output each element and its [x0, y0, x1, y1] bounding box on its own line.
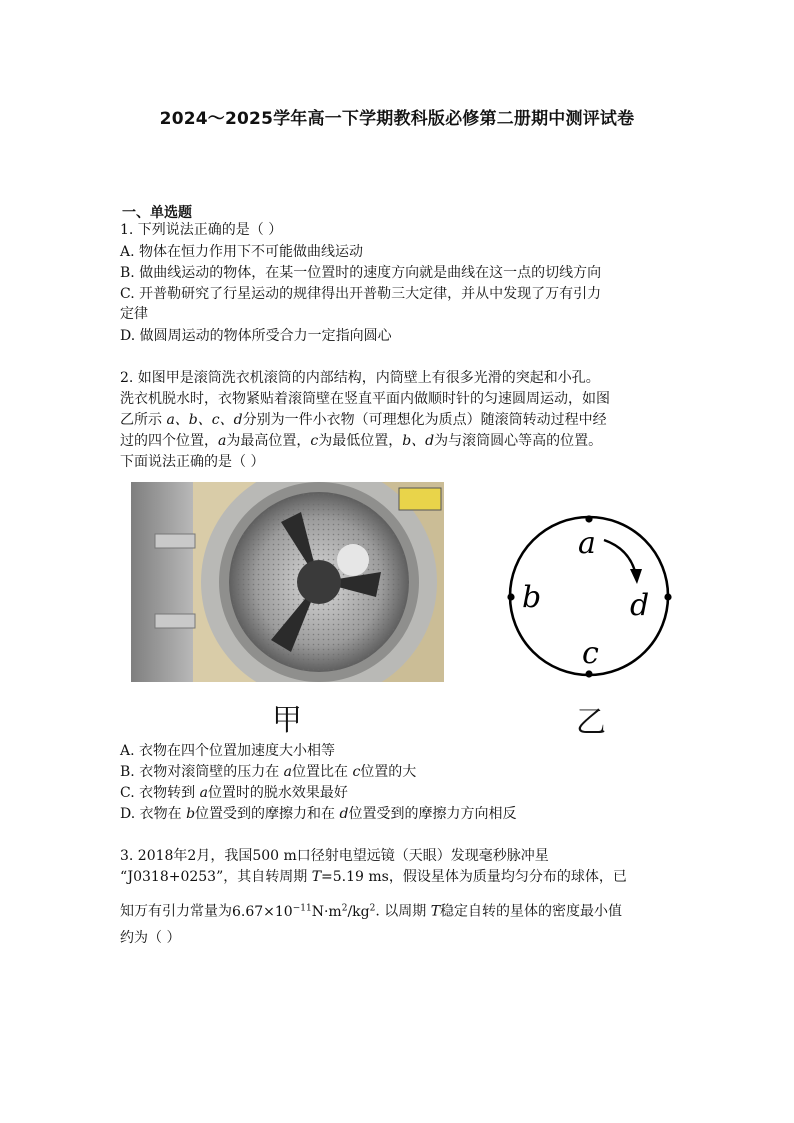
page-title: 2024～2025学年高一下学期教科版必修第二册期中测评试卷: [159, 109, 635, 129]
q2-points-abcd: a、b、c、d: [166, 412, 243, 428]
q3-text-line4: 约为（ ）: [120, 930, 181, 946]
point-a-dot: [585, 515, 592, 522]
q2-text-line5: 下面说法正确的是（ ）: [120, 454, 265, 470]
q3-text-line1: 3. 2018年2月，我国500 m口径射电望远镜（天眼）发现毫秒脉冲星: [120, 848, 549, 864]
q2-text-line1: 2. 如图甲是滚筒洗衣机滚筒的内部结构，内筒壁上有很多光滑的突起和小孔。: [120, 370, 600, 386]
q3-text-line3: 知万有引力常量为$6.67\times 10^{-11}N\cdot m^2/kg^2$. 以周期 T稳定自转的星体的密度最小值: [120, 903, 623, 920]
q1-option-a: A. 物体在恒力作用下不可能做曲线运动: [120, 244, 364, 260]
point-c-dot: [585, 670, 592, 677]
q1-stem: 1. 下列说法正确的是（ ）: [120, 222, 283, 238]
q2-text-line3: 乙所示 a、b、c、d分别为一件小衣物（可理想化为质点）随滚筒转动过程中经: [120, 412, 607, 428]
figure-caption-yi: 乙: [576, 705, 606, 740]
q1-option-d: D. 做圆周运动的物体所受合力一定指向圆心: [120, 328, 392, 344]
section-heading: 一、单选题: [122, 205, 192, 221]
q2-text-line2: 洗衣机脱水时，衣物紧贴着滚筒壁在竖直平面内做顺时针的匀速圆周运动，如图: [120, 391, 610, 407]
label-a: a: [578, 526, 596, 561]
point-b-dot: [507, 593, 514, 600]
gravitational-constant: $6.67\times 10^{-11}N\cdot m^2/kg^2$: [232, 903, 376, 920]
q1-option-c: C. 开普勒研究了行星运动的规律得出开普勒三大定律，并从中发现了万有引力: [120, 286, 602, 302]
washing-machine-photo: [131, 482, 444, 682]
figure-caption-jia: 甲: [272, 703, 302, 738]
q2-option-a: A. 衣物在四个位置加速度大小相等: [120, 743, 336, 759]
q1-option-b: B. 做曲线运动的物体，在某一位置时的速度方向就是曲线在这一点的切线方向: [120, 265, 602, 281]
label-d: d: [630, 588, 650, 623]
circular-motion-diagram: [492, 505, 682, 685]
q2-option-d: D. 衣物在 b位置受到的摩擦力和在 d位置受到的摩擦力方向相反: [120, 806, 517, 822]
q2-option-b: B. 衣物对滚筒壁的压力在 a位置比在 c位置的大: [120, 764, 417, 780]
q2-option-c: C. 衣物转到 a位置时的脱水效果最好: [120, 785, 348, 801]
q2-text-line4: 过的四个位置，a为最高位置，c为最低位置，b、d为与滚筒圆心等高的位置。: [120, 433, 603, 449]
label-b: b: [522, 580, 542, 615]
q1-option-c-cont: 定律: [120, 306, 148, 322]
q3-text-line2: “J0318+0253”，其自转周期 T=5.19 ms，假设星体为质量均匀分布的球体，已: [120, 869, 627, 885]
point-d-dot: [664, 593, 671, 600]
label-c: c: [582, 636, 599, 671]
